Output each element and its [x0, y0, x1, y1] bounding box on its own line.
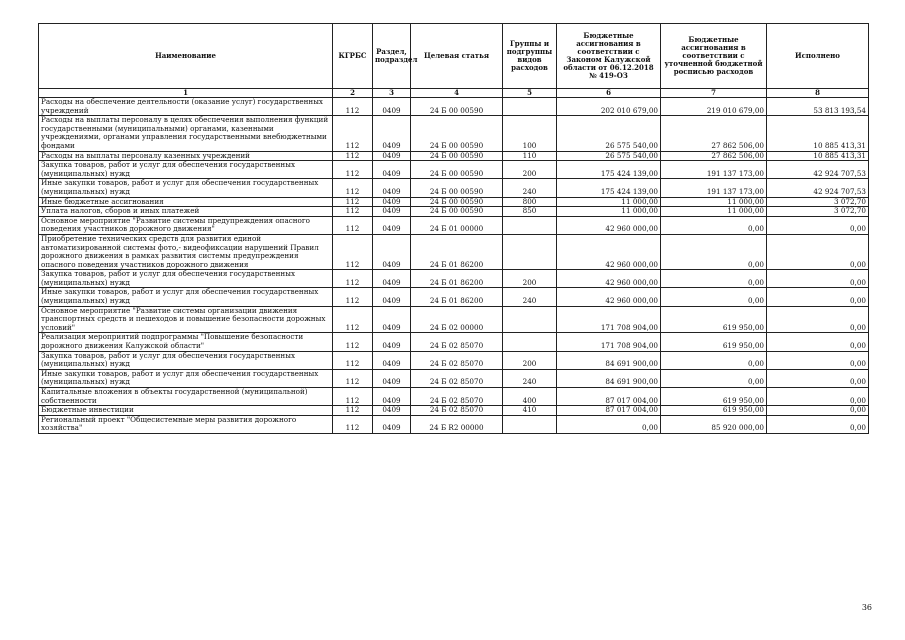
- cell-kgrbs: 112: [333, 288, 373, 306]
- cell-budget-refined: 27 862 506,00: [661, 151, 767, 161]
- cell-target: 24 Б 00 00590: [411, 161, 503, 179]
- cell-target: 24 Б 01 86200: [411, 270, 503, 288]
- cell-budget-refined: 619 950,00: [661, 388, 767, 406]
- cell-budget-refined: 11 000,00: [661, 207, 767, 217]
- cell-executed: 0,00: [767, 369, 869, 387]
- cell-target: 24 Б 02 85070: [411, 333, 503, 351]
- cell-budget-refined: 619 950,00: [661, 306, 767, 333]
- cell-executed: 42 924 707,53: [767, 161, 869, 179]
- cell-kgrbs: 112: [333, 351, 373, 369]
- cell-executed: 42 924 707,53: [767, 179, 869, 197]
- cell-group: 850: [503, 207, 557, 217]
- cell-budget-law: 84 691 900,00: [557, 369, 661, 387]
- cell-target: 24 Б 00 00590: [411, 151, 503, 161]
- cell-group: 400: [503, 388, 557, 406]
- column-number: 3: [373, 89, 411, 98]
- cell-name: Иные закупки товаров, работ и услуг для обеспечения государственных (муниципальных) нужд: [39, 288, 333, 306]
- budget-table-container: [38, 23, 868, 434]
- cell-kgrbs: 112: [333, 388, 373, 406]
- cell-group: 240: [503, 179, 557, 197]
- header-section: Раздел, подраздел: [373, 24, 411, 89]
- header-row: [39, 24, 869, 89]
- cell-name: Иные закупки товаров, работ и услуг для обеспечения государственных (муниципальных) нужд: [39, 179, 333, 197]
- cell-section: 0409: [373, 415, 411, 433]
- cell-kgrbs: 112: [333, 216, 373, 234]
- cell-budget-law: 84 691 900,00: [557, 351, 661, 369]
- cell-group: [503, 216, 557, 234]
- cell-budget-law: 26 575 540,00: [557, 116, 661, 151]
- cell-kgrbs: 112: [333, 151, 373, 161]
- column-number: 4: [411, 89, 503, 98]
- cell-group: 410: [503, 406, 557, 416]
- cell-kgrbs: 112: [333, 197, 373, 207]
- column-number: 5: [503, 89, 557, 98]
- cell-name: Расходы на обеспечение деятельности (оказание услуг) государственных учреждений: [39, 98, 333, 116]
- cell-budget-refined: 619 950,00: [661, 406, 767, 416]
- cell-kgrbs: 112: [333, 406, 373, 416]
- cell-kgrbs: 112: [333, 369, 373, 387]
- header-executed: Исполнено: [767, 24, 869, 89]
- cell-group: [503, 306, 557, 333]
- cell-kgrbs: 112: [333, 306, 373, 333]
- cell-budget-refined: 0,00: [661, 234, 767, 269]
- cell-budget-law: 26 575 540,00: [557, 151, 661, 161]
- table-row: [39, 116, 869, 151]
- cell-group: [503, 98, 557, 116]
- cell-target: 24 Б 00 00590: [411, 98, 503, 116]
- cell-group: [503, 234, 557, 269]
- cell-executed: 0,00: [767, 415, 869, 433]
- cell-budget-refined: 0,00: [661, 216, 767, 234]
- cell-group: 200: [503, 161, 557, 179]
- cell-group: 800: [503, 197, 557, 207]
- cell-executed: 0,00: [767, 216, 869, 234]
- cell-budget-law: 42 960 000,00: [557, 216, 661, 234]
- cell-name: Бюджетные инвестиции: [39, 406, 333, 416]
- cell-group: 110: [503, 151, 557, 161]
- cell-kgrbs: 112: [333, 333, 373, 351]
- cell-target: 24 Б 01 00000: [411, 216, 503, 234]
- cell-budget-law: 171 708 904,00: [557, 333, 661, 351]
- cell-section: 0409: [373, 116, 411, 151]
- cell-target: 24 Б 02 85070: [411, 388, 503, 406]
- cell-executed: 0,00: [767, 333, 869, 351]
- cell-kgrbs: 112: [333, 98, 373, 116]
- cell-target: 24 Б 02 00000: [411, 306, 503, 333]
- cell-section: 0409: [373, 406, 411, 416]
- column-number: 2: [333, 89, 373, 98]
- cell-group: 200: [503, 270, 557, 288]
- cell-target: 24 Б 00 00590: [411, 207, 503, 217]
- cell-target: 24 Б 02 85070: [411, 406, 503, 416]
- cell-executed: 3 072,70: [767, 207, 869, 217]
- cell-section: 0409: [373, 351, 411, 369]
- table-row: [39, 270, 869, 288]
- cell-target: 24 Б 01 86200: [411, 288, 503, 306]
- cell-name: Основное мероприятие "Развитие системы предупреждения опасного поведения участников дорожного движения": [39, 216, 333, 234]
- cell-budget-law: 202 010 679,00: [557, 98, 661, 116]
- cell-kgrbs: 112: [333, 116, 373, 151]
- cell-name: Уплата налогов, сборов и иных платежей: [39, 207, 333, 217]
- cell-name: Иные бюджетные ассигнования: [39, 197, 333, 207]
- cell-name: Закупка товаров, работ и услуг для обеспечения государственных (муниципальных) нужд: [39, 270, 333, 288]
- column-number: 1: [39, 89, 333, 98]
- cell-group: 100: [503, 116, 557, 151]
- cell-budget-refined: 0,00: [661, 288, 767, 306]
- cell-budget-refined: 0,00: [661, 270, 767, 288]
- cell-budget-law: 42 960 000,00: [557, 234, 661, 269]
- header-name: Наименование: [39, 24, 333, 89]
- header-target: Целевая статья: [411, 24, 503, 89]
- cell-executed: 0,00: [767, 288, 869, 306]
- cell-budget-refined: 219 010 679,00: [661, 98, 767, 116]
- cell-budget-refined: 0,00: [661, 369, 767, 387]
- cell-executed: 0,00: [767, 234, 869, 269]
- cell-target: 24 Б 00 00590: [411, 179, 503, 197]
- cell-group: 240: [503, 369, 557, 387]
- cell-section: 0409: [373, 388, 411, 406]
- cell-executed: 0,00: [767, 351, 869, 369]
- cell-kgrbs: 112: [333, 415, 373, 433]
- table-row: [39, 98, 869, 116]
- cell-section: 0409: [373, 333, 411, 351]
- cell-executed: 10 885 413,31: [767, 151, 869, 161]
- cell-kgrbs: 112: [333, 270, 373, 288]
- cell-section: 0409: [373, 161, 411, 179]
- cell-target: 24 Б 00 00590: [411, 197, 503, 207]
- table-row: [39, 406, 869, 416]
- column-number: 7: [661, 89, 767, 98]
- cell-budget-refined: 191 137 173,00: [661, 179, 767, 197]
- cell-section: 0409: [373, 98, 411, 116]
- cell-section: 0409: [373, 197, 411, 207]
- cell-budget-refined: 11 000,00: [661, 197, 767, 207]
- table-row: [39, 306, 869, 333]
- cell-executed: 10 885 413,31: [767, 116, 869, 151]
- cell-section: 0409: [373, 216, 411, 234]
- cell-name: Реализация мероприятий подпрограммы "Повышение безопасности дорожного движения Калужской области": [39, 333, 333, 351]
- cell-budget-law: 171 708 904,00: [557, 306, 661, 333]
- cell-kgrbs: 112: [333, 161, 373, 179]
- cell-executed: 3 072,70: [767, 197, 869, 207]
- cell-budget-law: 42 960 000,00: [557, 270, 661, 288]
- cell-budget-law: 0,00: [557, 415, 661, 433]
- cell-name: Иные закупки товаров, работ и услуг для обеспечения государственных (муниципальных) нужд: [39, 369, 333, 387]
- cell-section: 0409: [373, 369, 411, 387]
- cell-target: 24 Б R2 00000: [411, 415, 503, 433]
- cell-budget-law: 42 960 000,00: [557, 288, 661, 306]
- header-groups: Группы и подгруппы видов расходов: [503, 24, 557, 89]
- cell-executed: 0,00: [767, 388, 869, 406]
- budget-table: [38, 23, 869, 434]
- cell-executed: 53 813 193,54: [767, 98, 869, 116]
- cell-group: [503, 415, 557, 433]
- table-row: [39, 288, 869, 306]
- cell-kgrbs: 112: [333, 207, 373, 217]
- cell-section: 0409: [373, 306, 411, 333]
- cell-section: 0409: [373, 234, 411, 269]
- cell-executed: 0,00: [767, 270, 869, 288]
- cell-executed: 0,00: [767, 306, 869, 333]
- cell-budget-law: 175 424 139,00: [557, 179, 661, 197]
- cell-executed: 0,00: [767, 406, 869, 416]
- cell-name: Расходы на выплаты персоналу казенных учреждений: [39, 151, 333, 161]
- header-budget-refined: Бюджетные ассигнования в соответствии с уточненной бюджетной росписью расходов: [661, 24, 767, 89]
- cell-budget-law: 11 000,00: [557, 197, 661, 207]
- cell-budget-law: 175 424 139,00: [557, 161, 661, 179]
- header-kgrbs: КГРБС: [333, 24, 373, 89]
- cell-target: 24 Б 00 00590: [411, 116, 503, 151]
- table-row: [39, 179, 869, 197]
- table-row: [39, 216, 869, 234]
- cell-budget-refined: 27 862 506,00: [661, 116, 767, 151]
- cell-target: 24 Б 02 85070: [411, 351, 503, 369]
- cell-name: Капитальные вложения в объекты государственной (муниципальной) собственности: [39, 388, 333, 406]
- cell-group: [503, 333, 557, 351]
- cell-section: 0409: [373, 207, 411, 217]
- cell-budget-law: 11 000,00: [557, 207, 661, 217]
- cell-budget-refined: 0,00: [661, 351, 767, 369]
- table-row: [39, 207, 869, 217]
- cell-section: 0409: [373, 179, 411, 197]
- cell-budget-refined: 85 920 000,00: [661, 415, 767, 433]
- header-budget-law: Бюджетные ассигнования в соответствии с Законом Калужской области от 06.12.2018 № 419-ОЗ: [557, 24, 661, 89]
- column-number: 6: [557, 89, 661, 98]
- table-row: [39, 333, 869, 351]
- cell-target: 24 Б 02 85070: [411, 369, 503, 387]
- cell-kgrbs: 112: [333, 234, 373, 269]
- table-row: [39, 415, 869, 433]
- cell-budget-refined: 191 137 173,00: [661, 161, 767, 179]
- cell-budget-law: 87 017 004,00: [557, 388, 661, 406]
- cell-section: 0409: [373, 288, 411, 306]
- table-row: [39, 388, 869, 406]
- table-row: [39, 369, 869, 387]
- table-body: [39, 98, 869, 434]
- page-number: 36: [861, 603, 872, 612]
- cell-group: 200: [503, 351, 557, 369]
- cell-budget-refined: 619 950,00: [661, 333, 767, 351]
- column-number: 8: [767, 89, 869, 98]
- cell-section: 0409: [373, 151, 411, 161]
- cell-section: 0409: [373, 270, 411, 288]
- table-row: [39, 351, 869, 369]
- cell-group: 240: [503, 288, 557, 306]
- table-row: [39, 234, 869, 269]
- cell-name: Региональный проект "Общесистемные меры развития дорожного хозяйства": [39, 415, 333, 433]
- cell-budget-law: 87 017 004,00: [557, 406, 661, 416]
- cell-name: Основное мероприятие "Развитие системы организации движения транспортных средств и пешеходов и повышение безопасности дорожных условий": [39, 306, 333, 333]
- cell-target: 24 Б 01 86200: [411, 234, 503, 269]
- cell-name: Приобретение технических средств для развития единой автоматизированной системы фото,- видеофиксации нарушений Правил дорожного движения в рамках развития системы предупреждения опасного поведения участников дорожного движения: [39, 234, 333, 269]
- cell-name: Закупка товаров, работ и услуг для обеспечения государственных (муниципальных) нужд: [39, 161, 333, 179]
- cell-kgrbs: 112: [333, 179, 373, 197]
- table-row: [39, 161, 869, 179]
- cell-name: Расходы на выплаты персоналу в целях обеспечения выполнения функций государственными (муниципальными) органами, казенными учреждениями, органами управления государственными внебюджетными фондами: [39, 116, 333, 151]
- cell-name: Закупка товаров, работ и услуг для обеспечения государственных (муниципальных) нужд: [39, 351, 333, 369]
